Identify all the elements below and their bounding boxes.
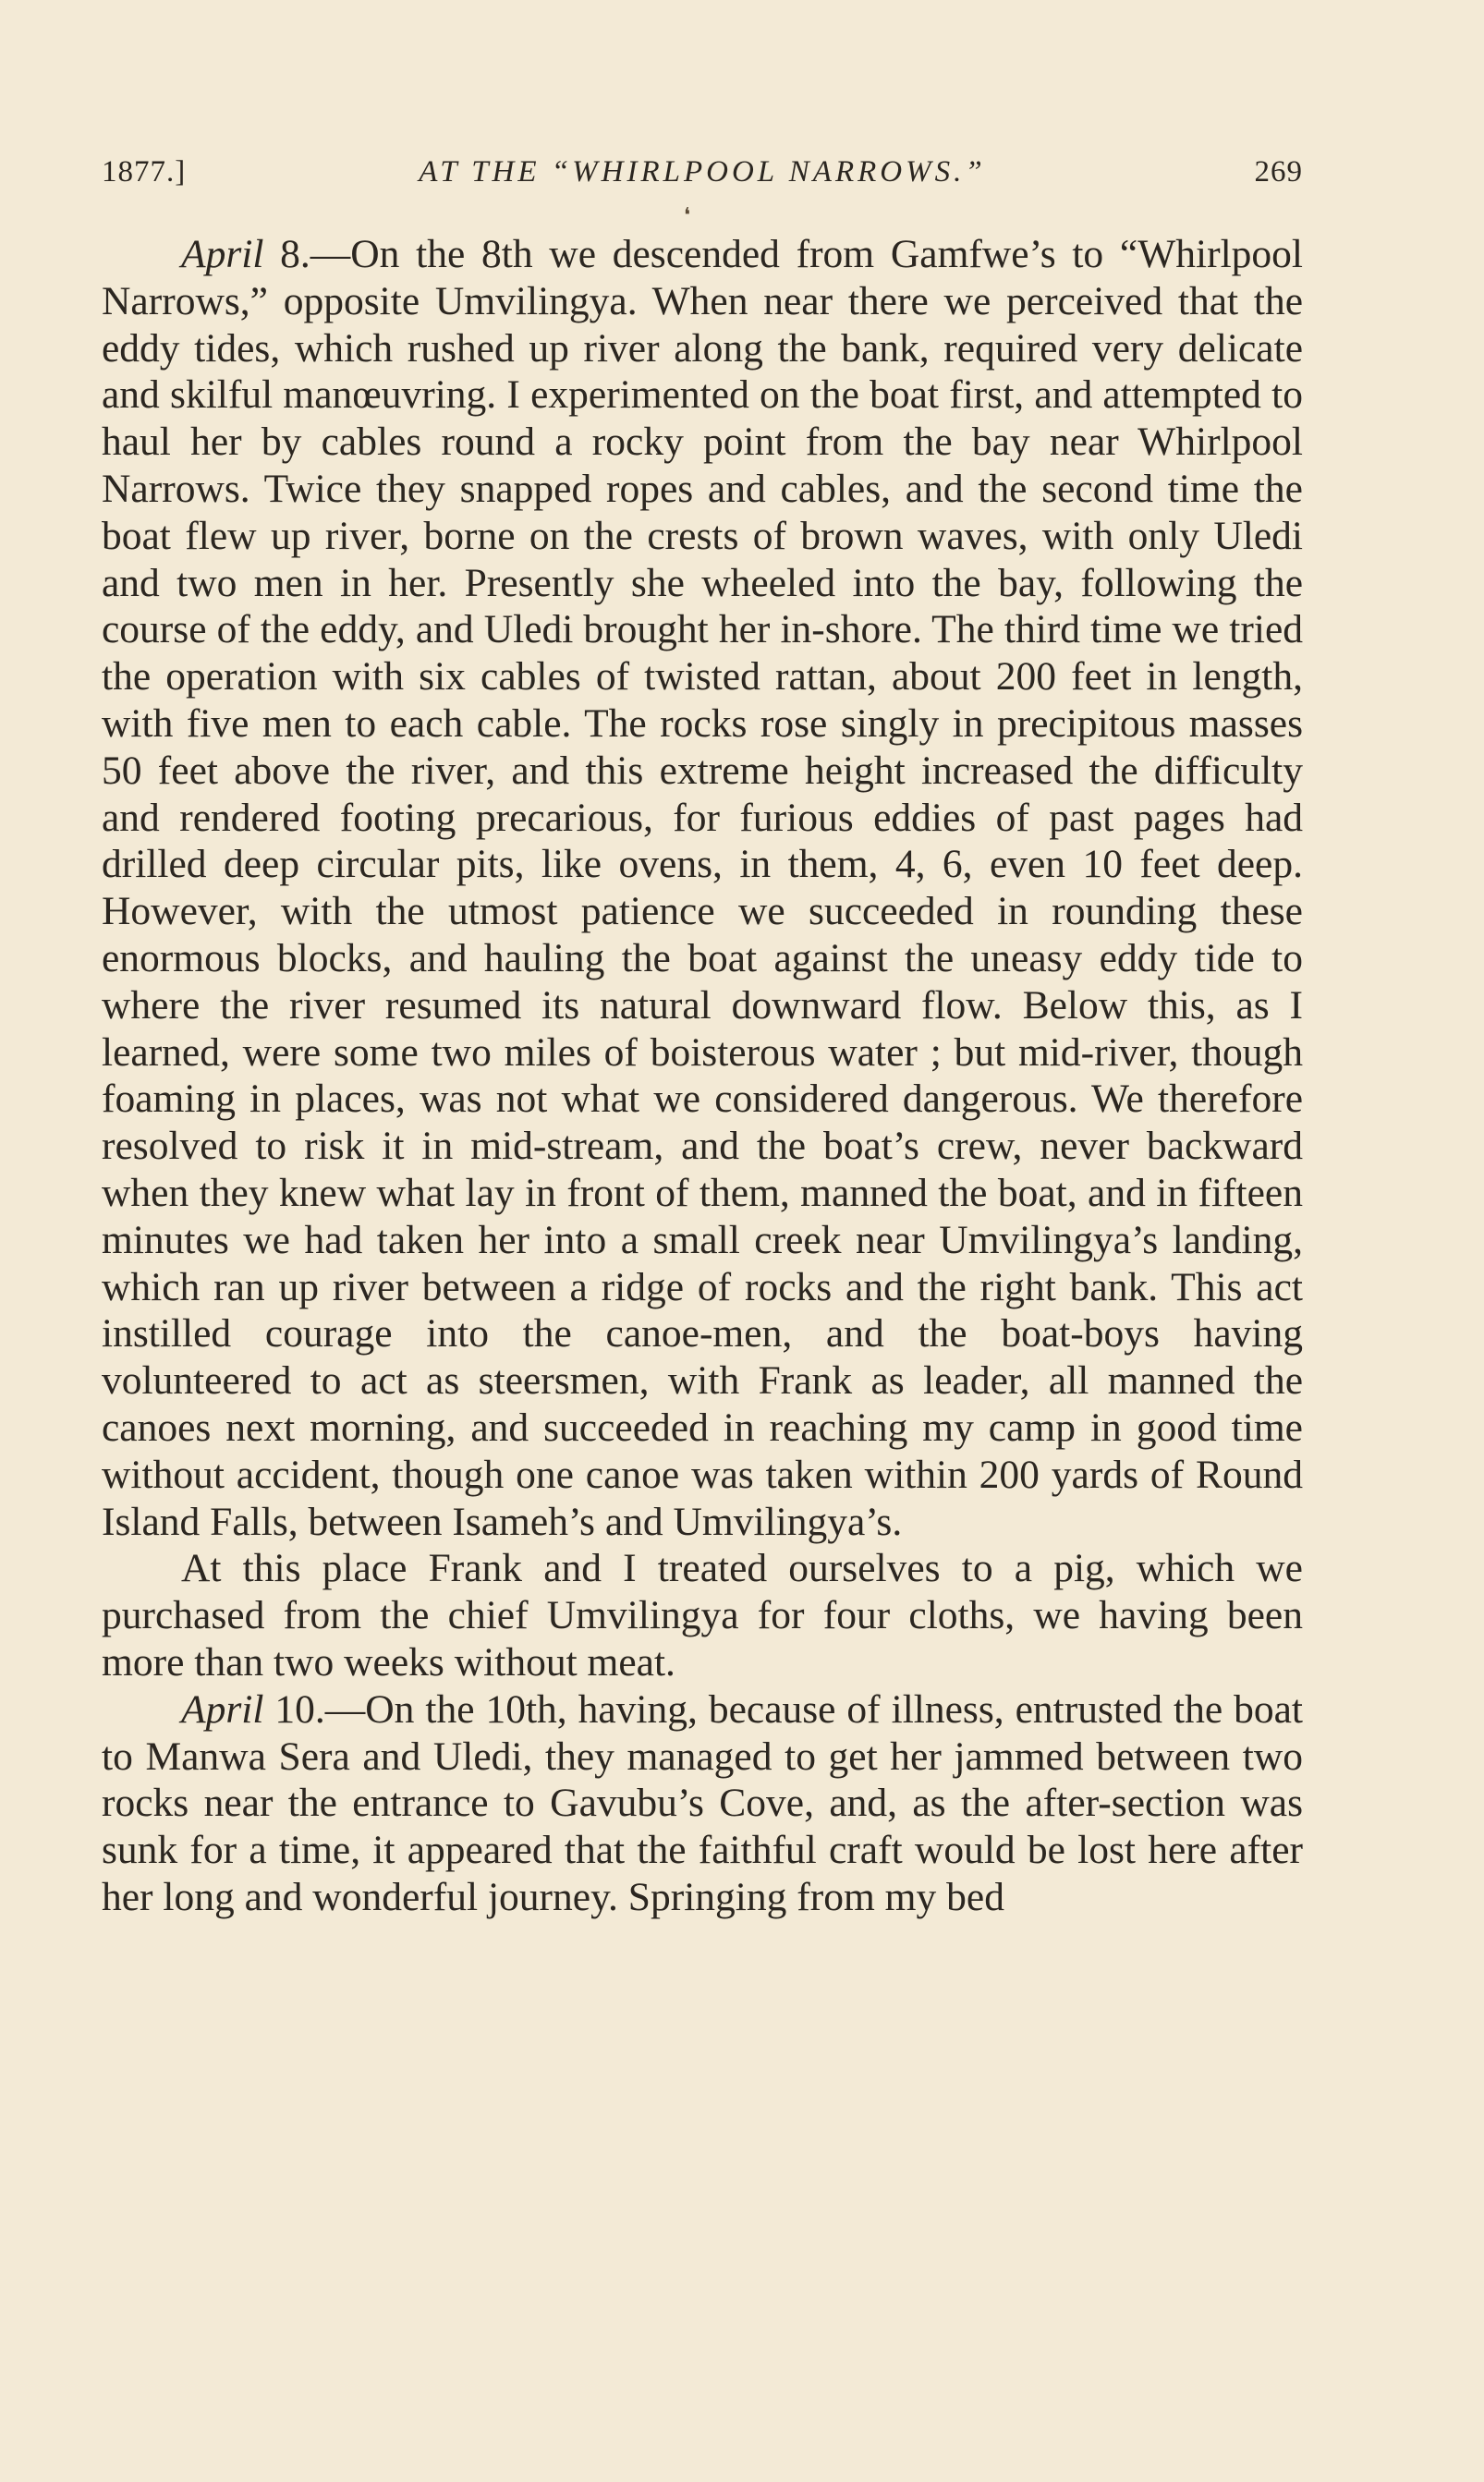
book-page bbox=[102, 139, 1303, 1921]
paragraph-text: 8.—On the 8th we descended from Gamfwe’s to “Whirlpool Narrows,” opposite Umvilingya. When near there we perceived that the eddy tides, which rushed up river along the bank, required very delicate and skilful manœuvring. I experimented on the boat first, and attempted to haul her by cables round a rocky point from the bay near Whirlpool Narrows. Twice they snapped ropes and cables, and the second time the boat flew up river, borne on the crests of brown waves, with only Uledi and two men in her. Presently she wheeled into the bay, following the course of the eddy, and Uledi brought her in-shore. The third time we tried the operation with six cables of twisted rattan, about 200 feet in length, with five men to each cable. The rocks rose singly in precipitous masses 50 feet above the river, and this extreme height increased the difficulty and rendered footing precarious, for furious eddies of past pages had drilled deep circular pits, like ovens, in them, 4, 6, even 10 feet deep. However, with the utmost patience we succeeded in rounding these enormous blocks, and hauling the boat against the uneasy eddy tide to where the river resumed its natural downward flow. Below this, as I learned, were some two miles of boisterous water ; but mid-river, though foaming in places, was not what we considered dangerous. We therefore resolved to risk it in mid-stream, and the boat’s crew, never backward when they knew what lay in front of them, manned the boat, and in fifteen minutes we had taken her into a small creek near Umvilingya’s landing, which ran up river between a ridge of rocks and the right bank. This act instilled courage into the canoe-men, and the boat-boys having volunteered to act as steersmen, with Frank as leader, all manned the canoes next morning, and succeeded in reaching my camp in good time without accident, though one canoe was taken within 200 yards of Round Island Falls, between Isameh’s and Umvilingya’s. bbox=[102, 232, 1303, 1544]
header-year: 1877.] bbox=[102, 155, 187, 189]
page-number: 269 bbox=[1254, 155, 1303, 189]
paragraph-date: April bbox=[181, 1686, 264, 1732]
paragraph-text: At this place Frank and I treated ourselves to a pig, which we purchased from the chief Umvilingya for four cloths, we having been more than two weeks without meat. bbox=[102, 1546, 1303, 1685]
paragraph-april-10 bbox=[102, 1686, 1303, 1921]
paragraph-pig bbox=[102, 1545, 1303, 1685]
paragraph-date: April bbox=[181, 232, 264, 276]
body-text bbox=[102, 231, 1303, 1921]
paragraph-april-8 bbox=[102, 231, 1303, 1545]
running-head bbox=[102, 139, 1303, 194]
ink-mark: ❛ bbox=[684, 203, 691, 226]
paragraph-text: 10.—On the 10th, having, because of illness, entrusted the boat to Manwa Sera and Uledi, they managed to get her jammed between two rocks near the entrance to Gavubu’s Cove, and, as the after-section was sunk for a time, it appeared that the faithful craft would be lost here after her long and wonderful journey. Springing from my bed bbox=[102, 1686, 1303, 1919]
header-title: AT THE “WHIRLPOOL NARROWS.” bbox=[419, 155, 986, 189]
